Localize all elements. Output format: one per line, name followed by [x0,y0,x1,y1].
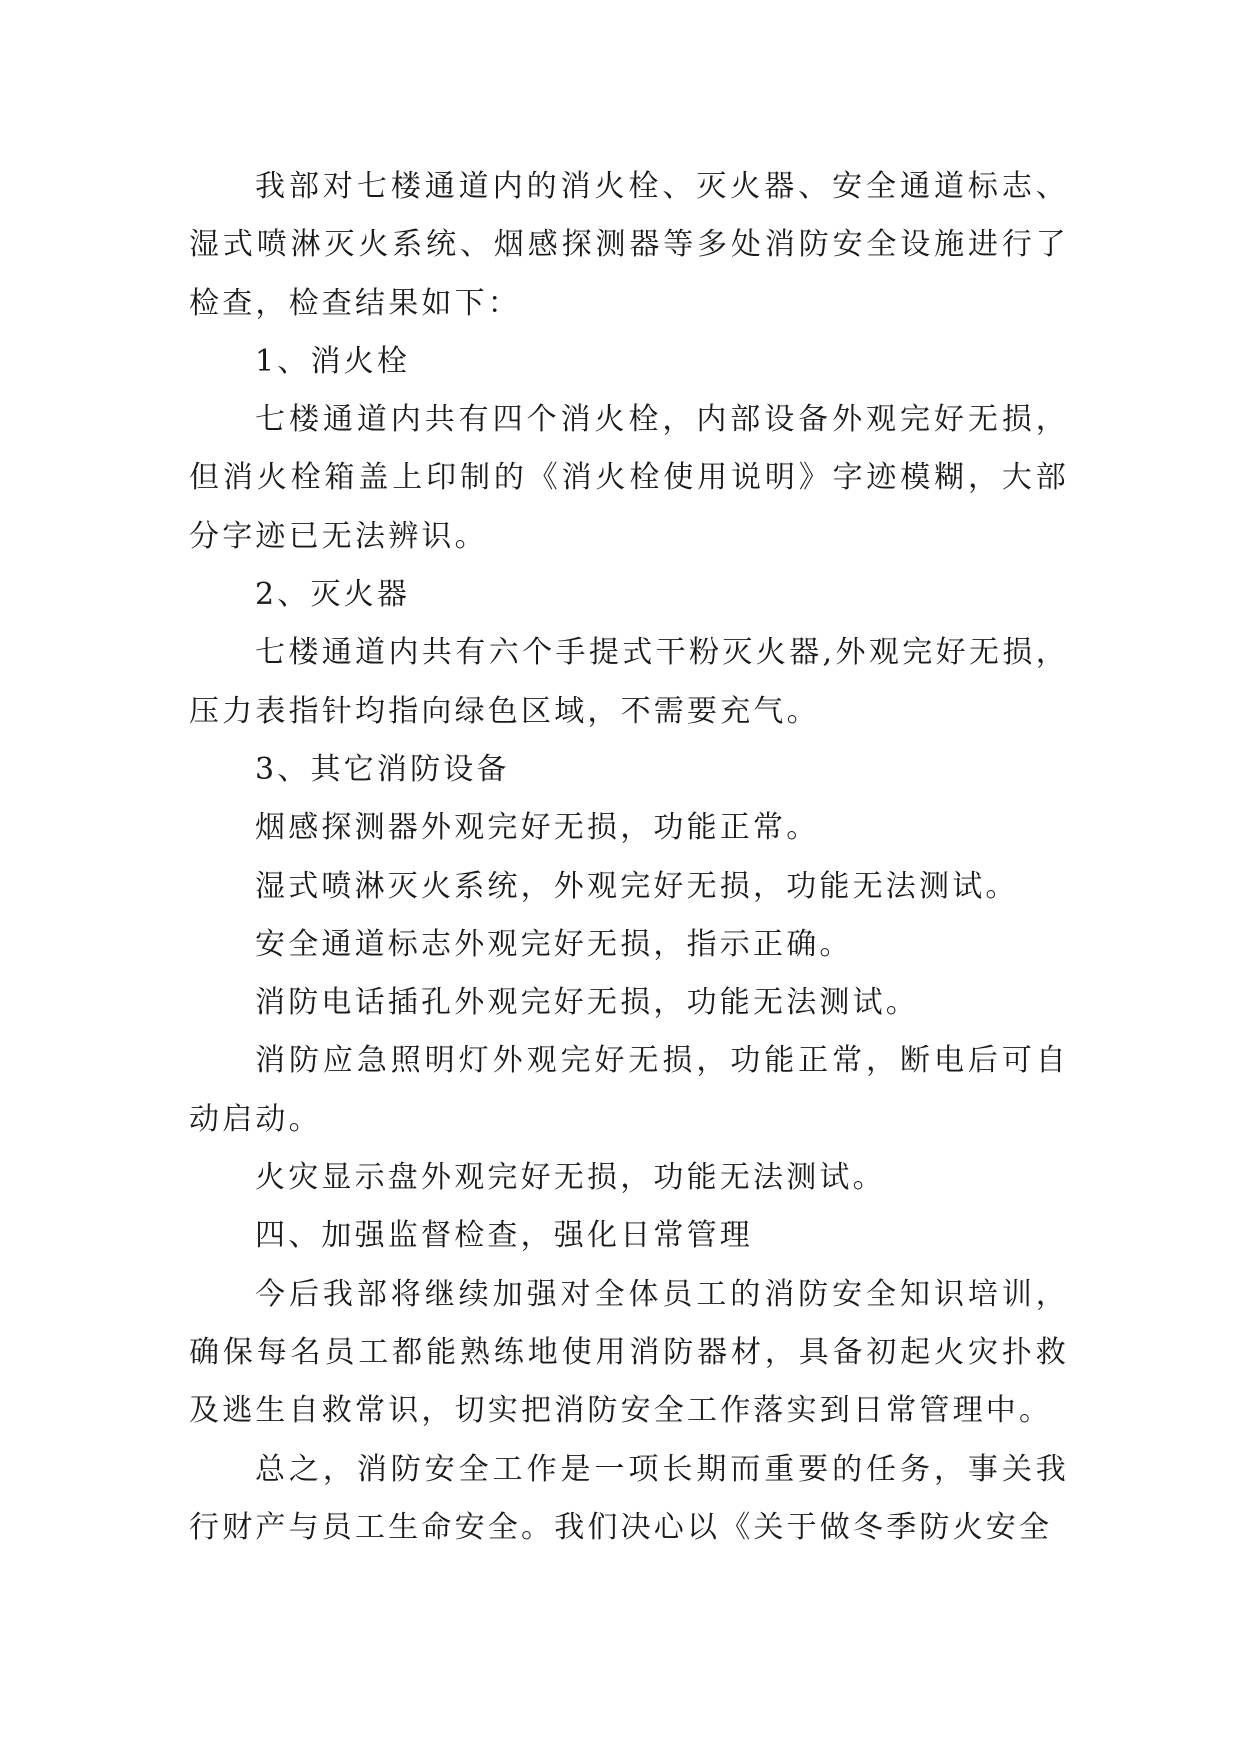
section-heading-supervision: 四、加强监督检查，强化日常管理 [255,1218,753,1254]
smoke-detector-paragraph: 烟感探测器外观完好无损，功能正常。 [255,810,820,846]
extinguisher-paragraph: 七楼通道内共有六个手提式干粉灭火器,外观完好无损，压力表指针均指向绿色区域，不需要充气。 [189,635,1069,729]
fire-display-paragraph: 火灾显示盘外观完好无损，功能无法测试。 [255,1160,886,1196]
exit-sign-paragraph: 安全通道标志外观完好无损，指示正确。 [255,926,853,962]
section-heading-hydrant: 1、消火栓 [255,343,411,379]
fire-phone-paragraph: 消防电话插孔外观完好无损，功能无法测试。 [255,985,919,1021]
training-paragraph: 今后我部将继续加强对全体员工的消防安全知识培训，确保每名员工都能熟练地使用消防器材，具备初起火灾扑救及逃生自救常识，切实把消防安全工作落实到日常管理中。 [189,1276,1069,1429]
intro-paragraph: 我部对七楼通道内的消火栓、灭火器、安全通道标志、湿式喷淋灭火系统、烟感探测器等多处消防安全设施进行了检查，检查结果如下： [189,169,1069,321]
conclusion-paragraph: 总之，消防安全工作是一项长期而重要的任务，事关我行财产与员工生命安全。我们决心以《关于做冬季防火安全 [189,1451,1069,1545]
section-heading-extinguisher: 2、灭火器 [255,577,411,613]
sprinkler-paragraph: 湿式喷淋灭火系统，外观完好无损，功能无法测试。 [255,868,1019,904]
document-body [189,158,1069,1557]
section-heading-other-equipment: 3、其它消防设备 [255,751,510,787]
hydrant-paragraph: 七楼通道内共有四个消火栓，内部设备外观完好无损，但消火栓箱盖上印制的《消火栓使用说明》字迹模糊，大部分字迹已无法辨识。 [189,402,1069,554]
emergency-light-paragraph: 消防应急照明灯外观完好无损，功能正常，断电后可自动启动。 [189,1043,1069,1137]
